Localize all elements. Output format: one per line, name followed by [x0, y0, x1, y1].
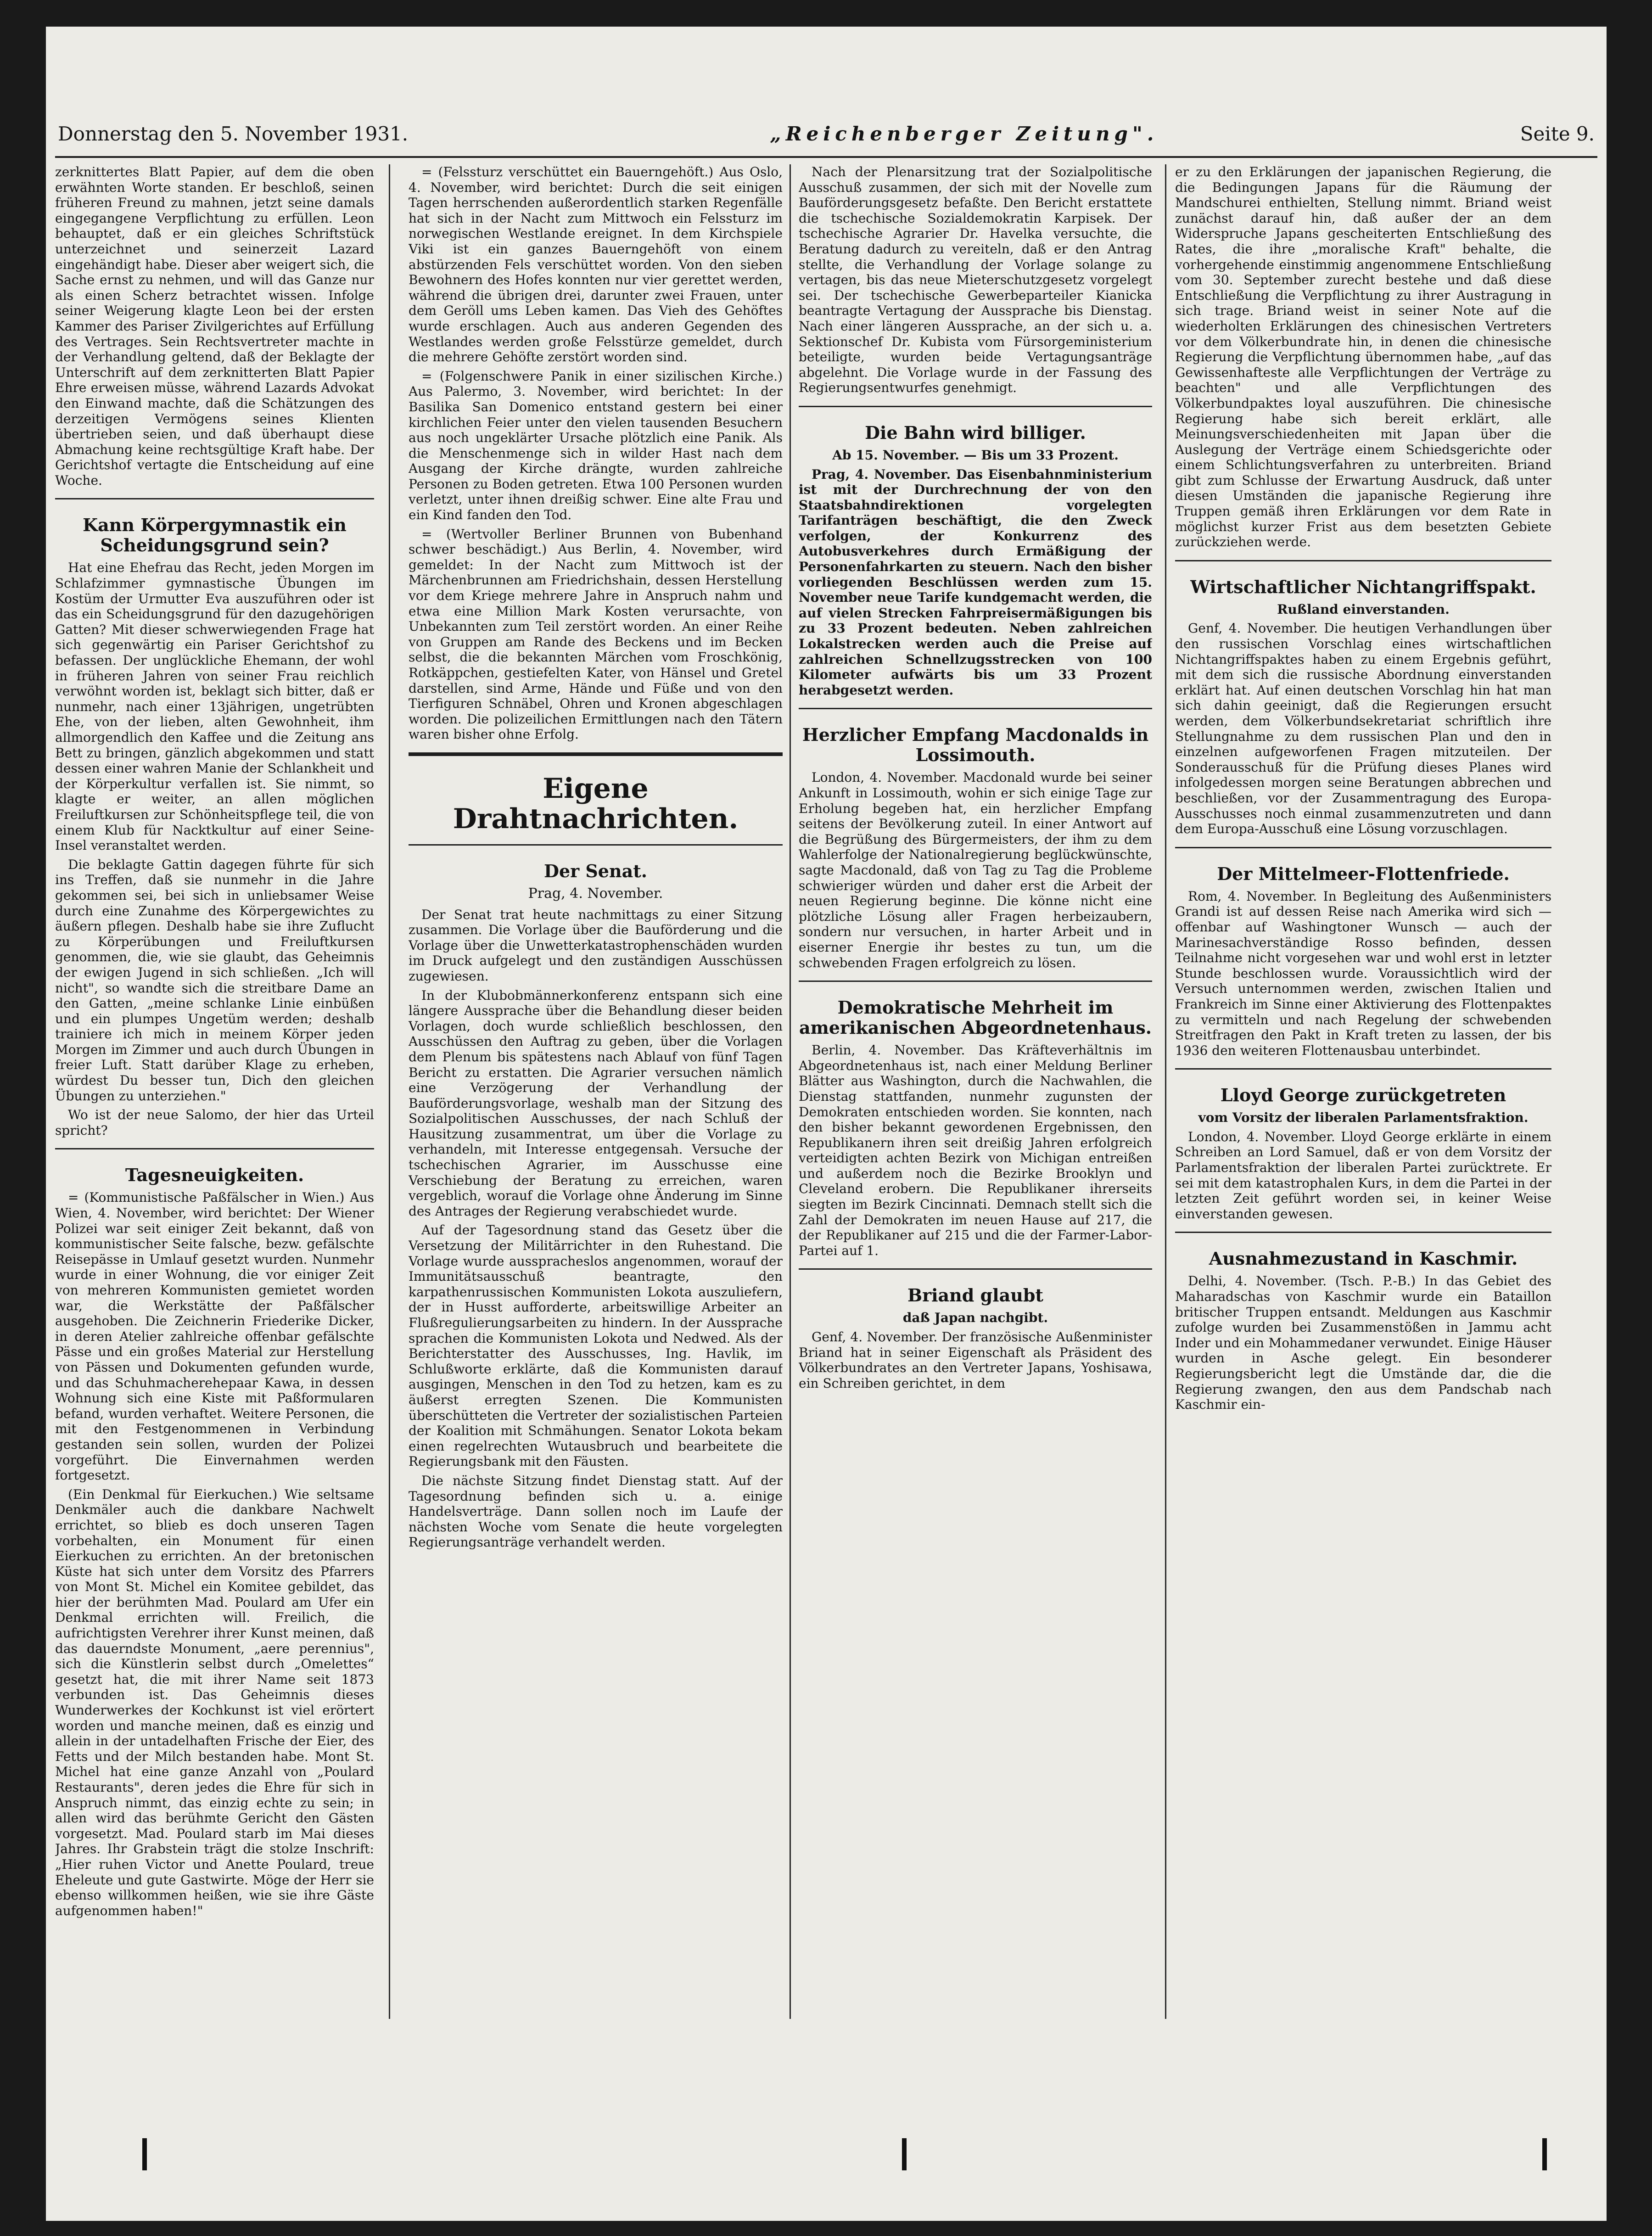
news-item: = (Wertvoller Berliner Brunnen von Bubenhand schwer beschädigt.) Aus Berlin, 4. November, wird gemeldet: In der Nacht zum Mittwoch ist der Märchenbrunnen am Friedrichshain, dessen Herstellung vor dem Kriege mehrere Jahre in Anspruch nahm und etwa eine Million Mark Kosten verursachte, von Unbekannten zum Teil zerstört worden. An einer Reihe von Gruppen am Rande des Beckens und im Becken selbst, die die bekannten Märchen vom Froschkönig, Rotkäppchen, gestiefelten Kater, von Hänsel und Gretel darstellen, sind Arme, Hände und Füße und von den Tierfiguren Schnäbel, Ohren und Kronen abgeschlagen worden. Die polizeilichen Ermittlungen nach den Tätern waren bisher ohne Erfolg.	[409, 526, 783, 742]
article-heading: Herzlicher Empfang Macdonalds in Lossimouth.	[802, 724, 1149, 766]
article-paragraph: Auf der Tagesordnung stand das Gesetz über die Versetzung der Militärrichter in den Ruhestand. Die Vorlage wurde ausspracheslos angenommen, worauf der Immunitätsausschuß beantragte, den karpathenrussischen Kommunisten Lokota auszuliefern, der in Husst aufforderte, arbeitswillige Arbeiter an Flußregulierungsarbeiten zu hindern. In der Aussprache sprachen die Kommunisten Lokota und Nedwed. Als der Berichterstatter des Ausschusses, Ing. Havlik, im Schlußworte erklärte, daß die Kommunisten darauf ausgingen, Menschen in den Tod zu hetzen, kam es zu äußerst erregten Szenen. Die Kommunisten überschütteten die Vertreter der sozialistischen Parteien der Koalition mit Schmähungen. Senator Lokota bekam einen regelrechten Wutausbruch und bearbeitete die Regierungsbank mit den Fäusten.	[409, 1222, 783, 1469]
article-subheading: vom Vorsitz der liberalen Parlamentsfraktion.	[1198, 1110, 1529, 1126]
article-heading: Der Senat.	[543, 860, 648, 881]
section-heading: Tagesneuigkeiten.	[125, 1165, 304, 1186]
section-rule	[799, 708, 1152, 709]
article-paragraph: er zu den Erklärungen der japanischen Regierung, die die Bedingungen Japans für die Räumung der Mandschurei enthielten, Stellung nimmt. Briand weist zunächst darauf hin, daß außer der an dem Widerspruche Japans gescheiterten Entschließung des Rates, die ihre „moralische Kraft" behalte, die vorhergehende einstimmig angenommene Entschließung vom 30. September zurecht bestehe und daß diese Entschließung die Verpflichtung zu ihrer Austragung in sich trage. Briand weist in seiner Note auf die wiederholten Erklärungen des chinesischen Vertreters vor dem Völkerbundrate hin, in denen die chinesische Regierung die Verpflichtung übernommen habe, „auf das Gewissenhafteste alle Verpflichtungen der Verträge zu beachten" und alle Verpflichtungen des Völkerbundpaktes loyal auszuführen. Die chinesische Regierung habe sich bereit erklärt, alle Meinungsverschiedenheiten mit Japan über die Auslegung der Verträge einem Schiedsgerichte oder einem Schlichtungsverfahren zu unterbreiten. Briand gibt zum Schlusse der Erwartung Ausdruck, daß unter diesen Umständen die japanische Regierung ihre Truppen gemäß ihren Erklärungen vor dem Rate in möglichst kurzer Frist aus dem besetzten Gebiete zurückziehen werde.	[1175, 164, 1551, 550]
scan-mark	[142, 2138, 147, 2170]
column-divider	[790, 164, 791, 2019]
page-header	[58, 118, 1595, 150]
section-rule	[1175, 847, 1551, 848]
news-item: (Ein Denkmal für Eierkuchen.) Wie seltsame Denkmäler auch die dankbare Nachwelt errichtet, so blieb es doch unseren Tagen vorbehalten, ein Monument für einen Eierkuchen zu errichten. An der bretonischen Küste hat sich unter dem Vorsitz des Pfarrers von Mont St. Michel ein Komitee gebildet, das hier der berühmten Mad. Poulard am Ufer ein Denkmal errichten will. Freilich, die aufrichtigsten Verehrer ihrer Kunst meinen, daß das dauerndste Monument, „aere perennius", sich die Künstlerin selbst durch „Omelettes“ gesetzt hat, die mit ihrer Name seit 1873 verbunden ist. Das Geheimnis dieses Wunderwerkes der Kochkunst ist viel erörtert worden und manche meinen, daß es einzig und allein in der untadelhaften Frische der Eier, des Fetts und der Milch bestanden habe. Mont St. Michel hat eine ganze Anzahl von „Poulard Restaurants", deren jedes die Ehre für sich in Anspruch nimmt, das einzig echte zu sein; in allen wird das berühmte Gericht den Gästen vorgesetzt. Mad. Poulard starb im Mai dieses Jahres. Ihr Grabstein trägt die stolze Inschrift: „Hier ruhen Victor und Anette Poulard, treue Eheleute und gute Gastwirte. Möge der Herr sie ebenso willkommen heißen, wie sie ihre Gäste aufgenommen haben!"	[55, 1486, 374, 1918]
section-rule	[1175, 1068, 1551, 1070]
article-heading: Lloyd George zurückgetreten	[1220, 1085, 1506, 1106]
article-paragraph: Der Senat trat heute nachmittags zu einer Sitzung zusammen. Die Vorlage über die Bauförderung und die Vorlage über die Unwetterkatastrophenschäden wurden im Druck aufgelegt und den zuständigen Ausschüssen zugewiesen.	[409, 907, 783, 984]
article-heading: Der Mittelmeer-Flottenfriede.	[1217, 863, 1510, 884]
article-paragraph: Wo ist der neue Salomo, der hier das Urteil spricht?	[55, 1107, 374, 1138]
scan-mark	[1542, 2138, 1547, 2170]
article-paragraph: Nach der Plenarsitzung trat der Sozialpolitische Ausschuß zusammen, der sich mit der Novelle zum Bauförderungsgesetz befaßte. Den Bericht erstattete die tschechische Sozialdemokratin Karpisek. Der tschechische Agrarier Dr. Havelka versuchte, die Beratung dadurch zu vereiteln, daß er den Antrag stellte, die Verhandlung der Vorlage solange zu vertagen, bis das neue Mieterschutzgesetz vorgelegt sei. Der tschechische Gewerbeparteiler Kianicka beantragte Vertagung der Aussprache bis Dienstag. Nach einer längeren Aussprache, an der sich u. a. Sektionschef Dr. Kubista vom Fürsorgeministerium beteiligte, wurden beide Vertagungsanträge abgelehnt. Die Vorlage wurde in der Fassung des Regierungsentwurfes genehmigt.	[799, 164, 1152, 396]
article-subheading: Rußland einverstanden.	[1277, 601, 1450, 617]
news-item: = (Kommunistische Paßfälscher in Wien.) Aus Wien, 4. November, wird berichtet: Der Wiener Polizei war seit einiger Zeit bekannt, daß von kommunistischer Seite falsche, bezw. gefälschte Reisepässe in Umlauf gesetzt wurden. Nunmehr wurde in einer Wohnung, die vor einiger Zeit von mehreren Kommunisten gemietet worden war, die Werkstätte der Paßfälscher ausgehoben. Die Zeichnerin Friederike Dicker, in deren Atelier zahlreiche offenbar gefälschte Pässe und ein großes Material zur Herstellung von Pässen und Dokumenten gefunden wurde, und das Schuhmacherehepaar Kawa, in dessen Wohnung sich eine Kiste mit Paßformularen befand, wurden verhaftet. Weitere Personen, die mit den Festgenommenen in Verbindung gestanden sein sollen, wurden der Polizei vorgeführt. Die Einvernahmen werden fortgesetzt.	[55, 1190, 374, 1483]
section-rule	[409, 844, 783, 846]
section-rule	[1175, 560, 1551, 561]
article-subheading: daß Japan nachgibt.	[902, 1310, 1048, 1326]
section-rule	[55, 1148, 374, 1149]
header-page-number: Seite 9.	[1520, 122, 1595, 145]
article-paragraph: London, 4. November. Lloyd George erklärte in einem Schreiben an Lord Samuel, daß er von dem Vorsitz der Parlamentsfraktion der liberalen Partei zurücktrete. Er sei mit dem katastrophalen Kurs, in dem die Partei in der letzten Zeit geführt worden sei, in keiner Weise einverstanden gewesen.	[1175, 1129, 1551, 1222]
article-heading: Briand glaubt	[907, 1285, 1043, 1306]
article-paragraph: Genf, 4. November. Der französische Außenminister Briand hat in seiner Eigenschaft als Präsident des Völkerbundrates an den Vertreter Japans, Yoshisawa, ein Schreiben gerichtet, in dem	[799, 1329, 1152, 1391]
article-paragraph: Rom, 4. November. In Begleitung des Außenministers Grandi ist auf dessen Reise nach Amerika wird sich — offenbar auf Washingtoner Wunsch — auch der Marinesachverständige Rosso befinden, dessen Teilnahme nicht vorgesehen war und wohl erst in letzter Stunde beschlossen wurde. Voraussichtlich wird der Versuch unternommen werden, zwischen Italien und Frankreich im Sinne einer Aktivierung des Flottenpaktes zu vermitteln und nach Regelung der schwebenden Streitfragen den Pakt in Kraft treten zu lassen, der bis 1936 den weiteren Flottenausbau unterbindet.	[1175, 888, 1551, 1058]
article-paragraph: Hat eine Ehefrau das Recht, jeden Morgen im Schlafzimmer gymnastische Übungen im Kostüm der Urmutter Eva auszuführen oder ist das ein Scheidungsgrund für den dazugehörigen Gatten? Mit dieser schwerwiegenden Frage hat sich gegenwärtig ein Pariser Gerichtshof zu befassen. Der unglückliche Ehemann, der wohl in früheren Jahren von seiner Frau reichlich verwöhnt worden ist, beklagt sich bitter, daß er nunmehr, nach einer 13jährigen, ungetrübten Ehe, von der lieben, alten Gewohnheit, ihm allmorgendlich den Kaffee und die Zeitung ans Bett zu bringen, gänzlich abgekommen und statt dessen einer wahren Manie der Schlankheit und der Körperkultur verfallen ist. Sie nimmt, so klagte er weiter, an allen möglichen Freiluftkursen zur Schönheitspflege teil, die von einem Klub für Nacktkultur auf einer Seine-Insel veranstaltet werden.	[55, 560, 374, 853]
article-paragraph: zerknittertes Blatt Papier, auf dem die oben erwähnten Worte standen. Er beschloß, seinen früheren Freund zu mahnen, jetzt seine damals eingegangene Verpflichtung zu erfüllen. Leon behauptet, daß er ein gleiches Schriftstück unterzeichnet und seinerzeit Lazard eingehändigt habe. Dieser aber weigert sich, die Sache ernst zu nehmen, und will das Ganze nur als einen Scherz betrachtet wissen. Infolge seiner Weigerung klagte Leon bei der ersten Kammer des Pariser Zivilgerichtes auf Erfüllung des Vertrages. Sein Rechtsvertreter machte in der Verhandlung geltend, daß der Beklagte der Unterschrift auf dem zerknitterten Blatt Papier Ehre erweisen müsse, während Lazards Advokat den Einwand machte, daß die Schätzungen des derzeitigen Vermögens seines Klienten übertrieben seien, und daß überhaupt diese Abmachung keine rechtsgültige Kraft habe. Der Gerichtshof vertagte die Entscheidung auf eine Woche.	[55, 164, 374, 488]
news-item: = (Felssturz verschüttet ein Bauerngehöft.) Aus Oslo, 4. November, wird berichtet: Durch die seit einigen Tagen herrschenden außerordentlich starken Regenfälle hat sich in der Nacht zum Mittwoch ein Felssturz im norwegischen Westlande ereignet. In dem Kirchspiele Viki ist ein ganzes Bauerngehöft von einem abstürzenden Fels verschüttet worden. Von den sieben Bewohnern des Hofes konnten nur vier gerettet werden, während die übrigen drei, darunter zwei Frauen, unter dem Geröll ums Leben kamen. Das Vieh des Gehöftes wurde erschlagen. Auch aus anderen Gegenden des Westlandes werden große Felsstürze gemeldet, durch die mehrere Gehöfte zerstört worden sind.	[409, 164, 783, 365]
article-paragraph: Die beklagte Gattin dagegen führte für sich ins Treffen, daß sie nunmehr in die Jahre gekommen sei, bei sich in unliebsamer Weise durch eine Zunahme des Körpergewichtes zu äußern pflegen. Deshalb habe sie ihre Zuflucht zu Körperübungen und Freiluftkursen genommen, die, wie sie glaubt, das Geheimnis der ewigen Jugend in sich schließen. „Ich will nicht", so wandte sich die streitbare Dame an den Gatten, „meine schlanke Linie einbüßen und ein plumpes Ungetüm werden; deshalb trainiere ich mich in meinem Körper jeden Morgen im Zimmer und auch durch Übungen in freier Luft. Statt darüber Klage zu erheben, würdest Du besser tun, Dich den gleichen Übungen zu unterziehen."	[55, 857, 374, 1104]
column-divider	[389, 164, 390, 2019]
column-divider	[1165, 164, 1166, 2019]
section-rule	[799, 981, 1152, 982]
header-masthead: „Reichenberger Zeitung".	[770, 122, 1159, 145]
scan-mark	[902, 2138, 907, 2170]
article-paragraph: Delhi, 4. November. (Tsch. P.-B.) In das Gebiet des Maharadschas von Kaschmir wurde ein Bataillon britischer Truppen entsandt. Meldungen aus Kaschmir zufolge wurden bei Zusammenstößen in Jammu acht Inder und ein Mohammedaner verwundet. Einige Häuser wurden in Asche gelegt. Ein besonderer Regierungsbericht legt die Umstände dar, die die Regierung zwangen, den aus dem Pandschab nach Kaschmir ein-	[1175, 1273, 1551, 1412]
column-4	[1175, 164, 1551, 2019]
section-rule	[799, 406, 1152, 407]
news-item: = (Folgenschwere Panik in einer sizilischen Kirche.) Aus Palermo, 3. November, wird berichtet: In der Basilika San Domenico entstand gestern bei einer kirchlichen Feier unter den vielen tausenden Besuchern aus noch ungeklärter Ursache plötzlich eine Panik. Als die Menschenmenge sich in wilder Hast nach dem Ausgang der Kirche drängte, wurden zahlreiche Personen zu Boden getreten. Etwa 100 Personen wurden verletzt, unter ihnen dreißig schwer. Eine alte Frau und ein Kind fanden den Tod.	[409, 368, 783, 523]
article-heading: Demokratische Mehrheit im amerikanischen Abgeordnetenhaus.	[799, 997, 1152, 1038]
article-paragraph: In der Klubobmännerkonferenz entspann sich eine längere Aussprache über die Behandlung dieser beiden Vorlagen, doch wurde schließlich beschlossen, den Ausschüssen den Auftrag zu geben, über die Vorlagen dem Plenum bis spätestens nach Ablauf von fünf Tagen Bericht zu erstatten. Die Agrarier versuchen nämlich eine Verzögerung der Verhandlung der Bauförderungsvorlage, weshalb man der Sitzung des Sozialpolitischen Ausschusses, der nach Schluß der Hausitzung zusammentrat, um über die Vorlage zu verhandeln, mit Interesse entgegensah. Versuche der tschechischen Agrarier, im Ausschusse eine Verschiebung der Beratung zu erreichen, waren vergeblich, worauf die Vorlage ohne Änderung im Sinne des Antrages der Regierung verabschiedet wurde.	[409, 987, 783, 1219]
article-paragraph: Die nächste Sitzung findet Dienstag statt. Auf der Tagesordnung befinden sich u. a. einige Handelsverträge. Dann sollen noch im Laufe der nächsten Woche vom Senate die heute vorgelegten Regierungsanträge verhandelt werden.	[409, 1473, 783, 1550]
section-heading: Eigene Drahtnachrichten.	[453, 772, 739, 835]
article-heading: Ausnahmezustand in Kaschmir.	[1209, 1248, 1518, 1269]
article-subheading: Ab 15. November. — Bis um 33 Prozent.	[832, 447, 1119, 463]
section-rule	[799, 1268, 1152, 1270]
header-rule	[55, 156, 1597, 158]
article-paragraph: Berlin, 4. November. Das Kräfteverhältnis im Abgeordnetenhaus ist, nach einer Meldung Berliner Blätter aus Washington, durch die Nachwahlen, die Dienstag stattfanden, nunmehr zugunsten der Demokraten entschieden worden. Sie konnten, nach den bisher bekannt gewordenen Ergebnissen, den Republikanern ihren seit dreißig Jahren erfolgreich verteidigten achten Bezirk von Michigan entreißen und außerdem noch die Bezirke Brooklyn und Cleveland erobern. Die Republikaner ihrerseits siegten im Bezirk Cincinnati. Demnach stellt sich die Zahl der Demokraten im neuen Hause auf 217, die der Republikaner auf 215 und die der Farmer-Labor-Partei auf 1.	[799, 1042, 1152, 1258]
article-paragraph: Genf, 4. November. Die heutigen Verhandlungen über den russischen Vorschlag eines wirtschaftlichen Nichtangriffspaktes haben zu einem Ergebnis geführt, mit dem sich die russische Abordnung einverstanden erklärt hat. Auf einen deutschen Vorschlag hin hat man sich dahin geeinigt, daß die Regierungen ersucht werden, dem Völkerbundsekretariat schriftlich ihre Stellungnahme zu dem russischen Plan und den in einzelnen aufgeworfenen Fragen mitzuteilen. Der Sonderausschuß für die Prüfung dieses Planes wird infolgedessen morgen seine Beratungen abbrechen und beschließen, vor der Zusammentragung des Europa-Ausschusses noch einmal zusammenzutreten und dann dem Europa-Ausschuß eine Lösung vorzuschlagen.	[1175, 621, 1551, 837]
section-rule	[409, 752, 783, 756]
section-rule	[55, 498, 374, 499]
article-heading: Die Bahn wird billiger.	[865, 422, 1086, 443]
article-heading: Kann Körpergymnastik ein Scheidungsgrund sein?	[83, 515, 347, 556]
newspaper-page	[46, 27, 1607, 2221]
column-2	[409, 164, 783, 2019]
article-paragraph: Prag, 4. November. Das Eisenbahnministerium ist mit der Durchrechnung der von den Staatsbahndirektionen vorgelegten Tarifanträgen beschäftigt, die den Zweck verfolgen, der Konkurrenz des Autobusverkehres durch Ermäßigung der Personenfahrkarten zu steuern. Nach den bisher vorliegenden Beschlüssen werden zum 15. November neue Tarife kundgemacht werden, die auf vielen Strecken Fahrpreisermäßigungen bis zu 33 Prozent bedeuten. Neben zahlreichen Lokalstrecken werden auch die Preise auf zahlreichen Schnellzugsstrecken von 100 Kilometer aufwärts bis um 33 Prozent herabgesetzt werden.	[799, 466, 1152, 698]
article-dateline: Prag, 4. November.	[528, 885, 663, 902]
section-rule	[1175, 1232, 1551, 1233]
column-3	[799, 164, 1152, 2019]
article-heading: Wirtschaftlicher Nichtangriffspakt.	[1190, 576, 1536, 597]
column-1	[55, 164, 374, 2019]
header-date: Donnerstag den 5. November 1931.	[58, 122, 409, 145]
article-paragraph: London, 4. November. Macdonald wurde bei seiner Ankunft in Lossimouth, wohin er sich einige Tage zur Erholung begeben hat, ein herzlicher Empfang seitens der Bevölkerung zuteil. In einer Antwort auf die Begrüßung des Bürgermeisters, der ihm zu dem Wahlerfolge der Nationalregierung beglückwünschte, sagte Macdonald, daß von Tag zu Tag die Probleme schwieriger würden und daher erst die Arbeit der neuen Regierung beginne. Die könne nicht eine plötzliche Lösung aller Fragen herbeizaubern, sondern nur versuchen, in harter Arbeit und in eiserner Energie ihr bestes zu tun, um die schwebenden Fragen erfolgreich zu lösen.	[799, 770, 1152, 970]
